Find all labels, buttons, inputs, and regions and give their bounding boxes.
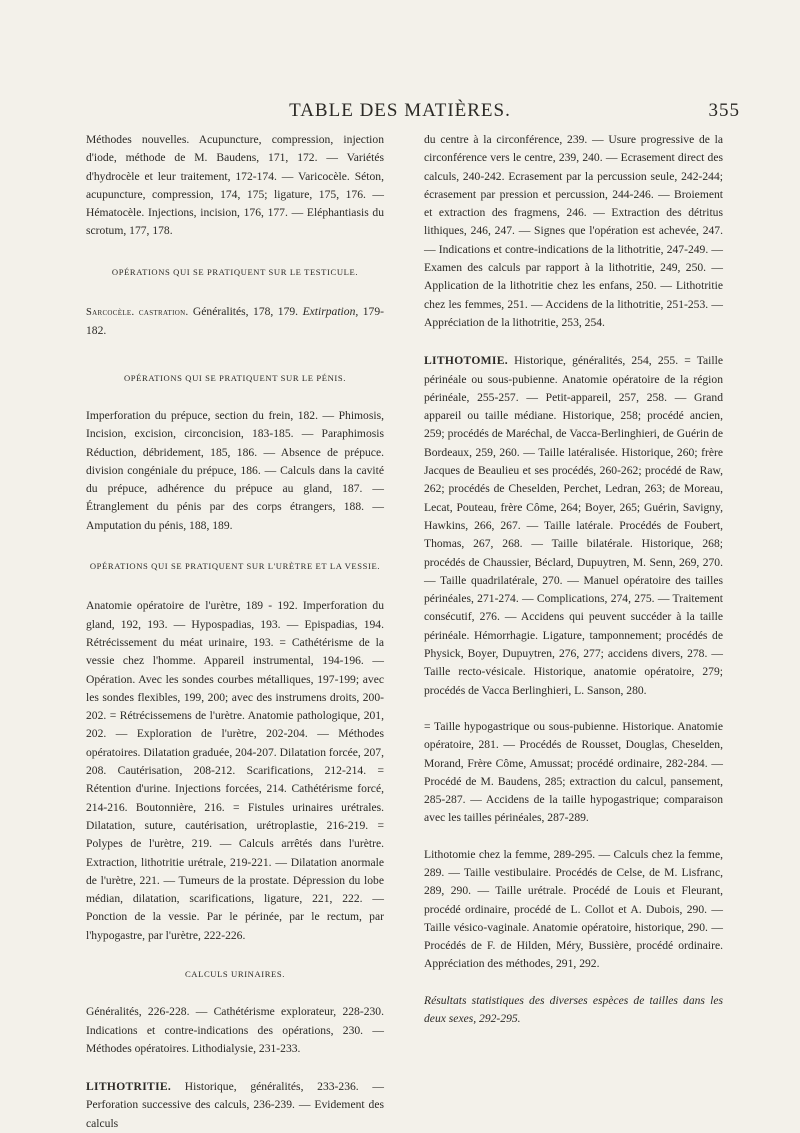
text-lithotritie: Historique, généralités, 233-236. — Perforation successive des calculs, 236-239. — Evidement des calculs [86, 1080, 384, 1130]
section-heading-testicule: OPÉRATIONS QUI SE PRATIQUENT SUR LE TESTICULE. [111, 266, 359, 277]
paragraph-hydrocele: Méthodes nouvelles. Acupuncture, compression, injection d'iode, méthode de M. Baudens, 171, 172. — Variétés d'hydrocèle et leur traitement, 172-174. — Varicocèle. Séton, acupuncture, compression, 174, 175; ligature, 175, 176. — Hématocèle. Injections, incision, 176, 177. — Eléphantiasis du scrotum, 177, 178. [86, 133, 384, 238]
paragraph-calculs: Généralités, 226-228. — Cathétérisme explorateur, 228-230. Indications et contre-indications des opérations, 230. — Méthodes opératoires. Lithodialysie, 231-233. [86, 1005, 384, 1055]
paragraph-resultats: Résultats statistiques des diverses espèces de tailles dans les deux sexes, 292-295. [424, 993, 723, 1026]
text-sarcocele-end: 179-182. [86, 305, 385, 338]
section-heading-calculs: CALCULS URINAIRES. [184, 968, 286, 979]
running-title: TABLE DES MATIÈRES. [289, 100, 511, 121]
term-lithotomie: LITHOTOMIE. [424, 354, 508, 368]
italic-extirpation: Extirpation, [302, 305, 359, 319]
paragraph-sarcocele [86, 303, 384, 341]
page-header [60, 100, 740, 130]
paragraph-taille-hypogastrique: = Taille hypogastrique ou sous-pubienne. Historique. Anatomie opératoire, 281. — Procédés de Rousset, Douglas, Cheselden, Morand, Frère Côme, Amussat; procédé ordinaire, 282-284. — Procédé de M. Baudens, 285; extraction du calcul, pansement, 285-287. — Accidens de la taille hypogastrique; comparaison avec les tailles périnéales, 287-289. [424, 719, 723, 825]
text-sarcocele: Généralités, 178, 179. [188, 305, 303, 319]
right-column [424, 131, 723, 1028]
term-lithotritie: LITHOTRITIE. [86, 1080, 172, 1094]
section-heading-penis: OPÉRATIONS QUI SE PRATIQUENT SUR LE PÉNIS. [124, 372, 346, 383]
paragraph-penis: Imperforation du prépuce, section du frein, 182. — Phimosis, Incision, excision, circoncision, 183-185. — Paraphimosis Réduction, débridement, 185, 186. — Absence de prépuce. division congéniale du prépuce, 186. — Calculs dans la cavité du prépuce, adhérence du prépuce au gland, 187. — Étranglement du pénis par des corps étrangers, 188. — Amputation du pénis, 188, 189. [86, 408, 384, 532]
left-column [86, 131, 384, 1133]
paragraph-lithotomie [424, 352, 723, 700]
paragraph-uretre: Anatomie opératoire de l'urètre, 189 - 192. Imperforation du gland, 192, 193. — Hypospadias, 193. — Epispadias, 194. Rétrécissement du méat urinaire, 193. = Cathétérisme de la vessie chez l'homme. Appareil instrumental, 194-196. — Opération. Avec les sondes courbes métalliques, 197-199; avec les sondes flexibles, 199, 200; avec des instrumens droits, 200-202. = Rétrécissemens de l'urètre. Anatomie pathologique, 201, 202. — Exploration de l'urètre, 202-204. — Méthodes opératoires. Dilatation graduée, 204-207. Dilatation forcée, 207, 208. Cautérisation, 208-212. Scarifications, 212-214. = Rétention d'urine. Injections forcées, 214. Cathétérisme forcé, 214-216. Boutonnière, 216. = Fistules urinaires urétrales. Dilatation, suture, cautérisation, urétroplastie, 216-219. = Polypes de l'urètre, 219. — Calculs arrêtés dans l'urètre. Extraction, lithotritie urétrale, 219-221. — Dilatation anormale de l'urètre, 221. — Tumeurs de la prostate. Dépression du lobe médian, dilatation, scarifications, ligature, 221, 222. — Ponction de la vessie. Par le périnée, par le rectum, par l'hypogastre, par l'urètre, 222-226. [86, 599, 384, 942]
paragraph-lithotritie-cont: du centre à la circonférence, 239. — Usure progressive de la circonférence vers le centre, 239, 240. — Ecrasement direct des calculs, 240-242. Ecrasement par la percussion seule, 242-244; écrasement par pression et percussion, 244-246. — Broiement et extraction des fragmens, 246. — Extraction des détritus lithiques, 246, 247. — Signes que l'opération est achevée, 247. — Indications et contre-indications de la lithotritie, 247-249. — Examen des calculs par rapport à la lithotritie, 249, 250. — Application de la lithotritie chez les enfans, 250. — Lithotritie chez les femmes, 251. — Accidens de la lithotritie, 251-253. — Appréciation de la lithotritie, 253, 254. [424, 133, 723, 329]
page-number: 355 [708, 100, 740, 121]
paragraph-lithotritie [86, 1078, 384, 1133]
term-sarcocele: Sarcocèle. castration. [86, 307, 189, 319]
text-lithotomie: Historique, généralités, 254, 255. = Taille périnéale ou sous-pubienne. Anatomie opératoire de la région périnéale, 255-257. — Petit-appareil, 257, 258. — Grand appareil ou taille médiane. Historique, 258; procédé ancien, 259; procédés de Maréchal, de Vacca-Berlinghieri, de Guérin de Bordeaux, 259, 260. — Taille latéralisée. Historique, 260; frère Jacques de Beaulieu et ses procédés, 260-262; procédé de Raw, 262; procédés de Cheselden, Perchet, Ledran, 263; de Moreau, Lecat, Pouteau, frère Côme, 264; Boyer, 265; Guérin, Savigny, Hawkins, 266, 267. — Taille latérale. Procédés de Foubert, Thomas, 267, 268. — Taille bilatérale. Historique, 268; procédés de Chaussier, Béclard, Dupuytren, M. Senn, 269, 270. — Taille quadrilatérale, 270. — Manuel opératoire des tailles périnéales, 271-274. — Complications, 274, 275. — Traitement consécutif, 276. — Accidens qui peuvent succéder à la taille périnéale. Hémorrhagie. Ligature, tamponnement; procédés de Physick, Boyer, Dupuytren, 276, 277; accidens divers, 278. — Taille recto-vésicale. Historique, anatomie opératoire, 279; procédés de Vacca Berlinghieri, L. Sanson, 280. [424, 354, 723, 697]
section-heading-uretre: OPÉRATIONS QUI SE PRATIQUENT SUR L'URÈTRE ET LA VESSIE. [89, 561, 381, 572]
paragraph-lithotomie-femme: Lithotomie chez la femme, 289-295. — Calculs chez la femme, 289. — Taille vestibulaire. Procédés de Celse, de M. Lisfranc, 289, 290. — Taille urétrale. Procédé de Louis et Fleurant, procédé ordinaire, procédé de L. Collot et A. Dubois, 290. — Taille vésico-vaginale. Anatomie opératoire, historique, 290. — Procédés de F. de Hilden, Méry, Bussière, procédé ordinaire. Appréciation des méthodes, 291, 292. [424, 847, 723, 971]
